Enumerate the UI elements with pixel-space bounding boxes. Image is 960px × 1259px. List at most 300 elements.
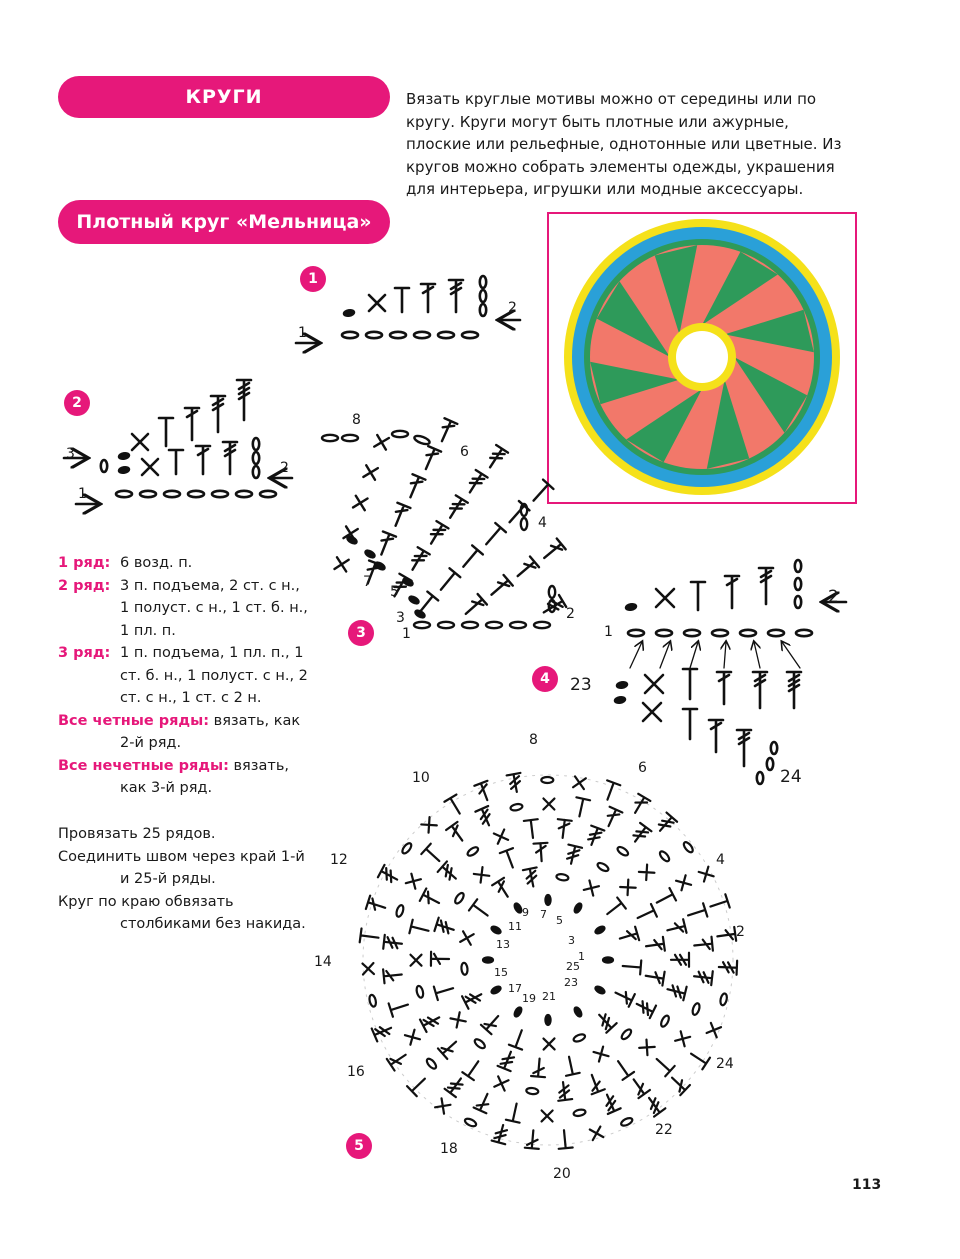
chain-stitch-symbol (480, 290, 486, 302)
double-crochet-symbol (719, 960, 738, 975)
d5-label-6: 6 (638, 760, 647, 776)
stroke (507, 773, 524, 793)
double-crochet-symbol (525, 1130, 540, 1149)
double-crochet-symbol (533, 843, 548, 862)
double-crochet-symbol (635, 904, 657, 924)
d5-label-20: 20 (553, 1166, 571, 1182)
finishing-notes (58, 823, 328, 936)
stroke (542, 1110, 553, 1121)
single-crochet-symbol (405, 1030, 420, 1045)
slip-stitch-symbol (573, 902, 583, 913)
stroke (652, 1054, 675, 1076)
chain-stitch-symbol (480, 304, 486, 316)
stroke (420, 888, 442, 909)
stroke (223, 442, 237, 474)
subsection-title: Плотный круг «Мельница» (76, 211, 372, 233)
chain-stitch-symbol (795, 560, 801, 572)
stroke (656, 589, 674, 607)
d5-label-15: 15 (494, 966, 508, 979)
chain-stitch-symbol (212, 491, 228, 497)
single-crochet-symbol (676, 875, 691, 890)
double-crochet-symbol (431, 952, 449, 966)
double-crochet-symbol (628, 1075, 650, 1098)
chain-stitch-symbol (573, 1109, 586, 1117)
double-crochet-symbol (671, 953, 689, 967)
d5-label-23: 23 (564, 976, 578, 989)
row-2-line: 1 полуст. с н., 1 ст. б. н., (120, 600, 308, 616)
double-crochet-symbol (404, 474, 425, 500)
stroke (395, 288, 409, 312)
slip-stitch-symbol (615, 697, 626, 704)
stroke (374, 435, 389, 450)
stroke (613, 986, 635, 1006)
double-crochet-symbol (528, 480, 553, 506)
even-rows (58, 710, 328, 733)
d4-label-23: 23 (570, 675, 592, 695)
stroke (543, 798, 554, 809)
double-crochet-symbol (169, 450, 183, 474)
stroke (464, 470, 488, 496)
double-crochet-symbol (406, 547, 429, 573)
double-crochet-symbol (694, 937, 713, 953)
stroke (622, 959, 641, 974)
stroke (469, 899, 492, 921)
stroke (666, 982, 687, 1000)
d5-label-4: 4 (716, 852, 725, 868)
double-crochet-symbol (445, 1074, 467, 1097)
double-crochet-symbol (498, 1049, 518, 1071)
stroke (691, 582, 705, 610)
double-crochet-symbol (667, 1073, 690, 1096)
slip-stitch-symbol (513, 1006, 523, 1017)
double-crochet-symbol (686, 903, 707, 922)
stroke (709, 720, 723, 752)
stroke (666, 919, 687, 937)
stroke (425, 521, 448, 547)
stroke (525, 1130, 540, 1149)
chain-stitch-symbol (712, 630, 728, 636)
slip-stitch-symbol (402, 577, 413, 587)
stroke (481, 1011, 503, 1034)
double-crochet-symbol (564, 845, 582, 866)
stroke (693, 969, 712, 985)
stroke (407, 1074, 430, 1097)
row-instructions (58, 552, 328, 800)
stroke (444, 795, 465, 818)
single-crochet-symbol (645, 675, 663, 693)
stroke (787, 672, 801, 708)
row-3-label: 3 ряд: (58, 645, 111, 661)
arrow (690, 642, 698, 668)
double-crochet-symbol (557, 1130, 573, 1149)
stroke (639, 1040, 655, 1056)
double-crochet-symbol (716, 927, 736, 943)
stroke (543, 1038, 554, 1049)
odd-rows-line2: как 3-й ряд. (120, 780, 213, 796)
d2-row-3-label: 3 (66, 446, 75, 462)
double-crochet-symbol (556, 1081, 572, 1101)
double-crochet-symbol (481, 523, 506, 549)
stroke (406, 874, 421, 889)
stroke (474, 867, 489, 882)
d4-label-1: 1 (604, 624, 613, 640)
single-crochet-symbol (594, 1047, 609, 1062)
intro-text: Вязать круглые мотивы можно от середины или по кругу. Круги могут быть плотные или ажурные, плоские или рельефные, однотонные или цветные. Из кругов можно собрать элементы одежды, украшения для интерьера, игрушки или модные аксессуары. (406, 90, 842, 198)
slip-stitch-symbol (626, 604, 637, 611)
double-crochet-symbol (481, 1011, 503, 1034)
diagram-badge-2: 2 (64, 390, 90, 416)
stroke (573, 776, 586, 789)
diagram-badge-5: 5 (346, 1133, 372, 1159)
d4-label-2: 2 (828, 587, 839, 607)
stroke (420, 1011, 442, 1032)
stroke (556, 819, 572, 839)
odd-rows-label: Все нечетные ряды: (58, 757, 229, 774)
chain-stitch-symbol (573, 1033, 586, 1043)
stroke (462, 988, 484, 1009)
double-crochet-symbol (223, 442, 237, 474)
stroke (492, 1123, 510, 1144)
double-crochet-symbol (602, 807, 622, 829)
chain-stitch-symbol (425, 1057, 437, 1070)
double-crochet-symbol (492, 878, 513, 901)
d3-label-7: 7 (363, 574, 372, 590)
slip-stitch-symbol (603, 957, 613, 962)
double-crochet-symbol (435, 568, 460, 594)
note-line: Провязать 25 рядов. (58, 826, 216, 842)
double-crochet-symbol (737, 730, 751, 766)
stroke (404, 474, 425, 500)
double-crochet-symbol (446, 822, 468, 845)
d5-label-13: 13 (496, 938, 510, 951)
d5-label-9: 9 (522, 906, 529, 919)
double-crochet-symbol (513, 556, 539, 581)
double-crochet-symbol (691, 582, 705, 610)
stroke (694, 937, 713, 953)
stroke (419, 446, 441, 472)
single-crochet-symbol (494, 1076, 508, 1090)
single-crochet-symbol (656, 589, 674, 607)
stroke (506, 1102, 524, 1123)
d3-label-5: 5 (390, 584, 399, 600)
slip-stitch-symbol (594, 985, 605, 995)
stroke (620, 880, 636, 896)
stroke (383, 968, 402, 984)
chain-stitch-symbol (656, 630, 672, 636)
double-crochet-symbol (683, 669, 697, 699)
double-crochet-symbol (556, 819, 572, 839)
double-crochet-symbol (643, 1094, 665, 1117)
stroke (475, 806, 495, 828)
chain-stitch-symbol (366, 332, 382, 338)
double-crochet-symbol (211, 396, 225, 432)
stroke (435, 568, 460, 594)
stroke (445, 1074, 467, 1097)
slip-stitch-symbol (545, 1015, 550, 1025)
double-crochet-symbol (409, 920, 430, 938)
arrow (754, 642, 760, 668)
stroke (719, 960, 738, 975)
stroke (334, 557, 348, 571)
stroke (585, 826, 604, 848)
stroke (431, 952, 449, 966)
d1-row-1-label: 1 (298, 325, 307, 341)
note-line: столбиками без накида. (120, 916, 306, 932)
double-crochet-symbol (372, 1021, 394, 1041)
double-crochet-symbol (500, 848, 519, 870)
d5-label-11: 11 (508, 920, 522, 933)
d1-row-2-label: 2 (508, 300, 517, 316)
stroke (717, 672, 731, 704)
double-crochet-symbol (420, 888, 442, 909)
chain-stitch-symbol (466, 846, 479, 858)
d5-label-25: 25 (566, 960, 580, 973)
single-crochet-symbol (620, 880, 636, 896)
stroke (237, 380, 251, 420)
stroke (634, 998, 656, 1019)
diagram-2 (64, 380, 292, 504)
double-crochet-symbol (645, 969, 665, 986)
d5-label-18: 18 (440, 1141, 458, 1157)
arrow (724, 642, 726, 668)
single-crochet-symbol (573, 776, 586, 789)
stroke (436, 418, 458, 444)
double-crochet-symbol (594, 1010, 617, 1033)
stroke (435, 1098, 450, 1113)
chain-stitch-symbol (253, 452, 259, 464)
chain-stitch-symbol (413, 434, 430, 445)
d5-label-16: 16 (347, 1064, 365, 1080)
stroke (360, 928, 380, 944)
double-crochet-symbol (492, 1123, 510, 1144)
stroke (683, 709, 697, 739)
slip-stitch-symbol (408, 595, 419, 605)
double-crochet-symbol (421, 844, 444, 866)
stroke (211, 396, 225, 432)
double-crochet-symbol (375, 531, 396, 557)
double-crochet-symbol (612, 1057, 634, 1080)
odd-rows-text: вязать, (228, 757, 289, 774)
stroke (639, 865, 655, 881)
chain-stitch-symbol (416, 985, 425, 998)
stroke (387, 1049, 410, 1071)
double-crochet-symbol (462, 988, 484, 1009)
single-crochet-symbol (334, 557, 348, 571)
single-crochet-symbol (406, 874, 421, 889)
stroke (383, 935, 402, 951)
stroke (484, 445, 508, 471)
row-1-text: 6 возд. п. (120, 555, 193, 571)
double-crochet-symbol (709, 720, 723, 752)
stroke (406, 547, 429, 573)
row-2-label: 2 ряд: (58, 577, 111, 594)
chain-stitch-symbol (322, 435, 338, 441)
d5-label-24: 24 (716, 1056, 734, 1072)
double-crochet-symbol (523, 867, 540, 887)
row-1-label: 1 ряд: (58, 555, 111, 571)
stroke (628, 1075, 650, 1098)
chain-stitch-symbol (260, 491, 276, 497)
chain-stitch-symbol (253, 438, 259, 450)
chain-stitch-symbol (628, 630, 644, 636)
stroke (438, 861, 461, 883)
single-crochet-symbol (675, 1031, 690, 1046)
d3-label-2: 2 (566, 606, 575, 622)
chain-stitch-symbol (620, 1117, 633, 1128)
double-crochet-symbol (683, 709, 697, 739)
stroke (409, 920, 430, 938)
d5-label-17: 17 (508, 982, 522, 995)
double-crochet-symbol (395, 288, 409, 312)
double-crochet-symbol (196, 446, 210, 474)
stroke (421, 284, 435, 312)
stroke (169, 450, 183, 474)
double-crochet-symbol (524, 819, 540, 839)
chain-stitch-symbol (596, 861, 609, 872)
chain-stitch-symbol (480, 276, 486, 288)
d3-label-4: 4 (538, 515, 547, 531)
chain-stitch-symbol (616, 845, 629, 857)
diagram-badge-4: 4 (532, 666, 558, 692)
stroke (451, 1012, 466, 1027)
stroke (362, 963, 374, 975)
chain-stitch-symbol (684, 630, 700, 636)
stroke (686, 903, 707, 922)
note-line: Соединить швом через край 1-й (58, 848, 305, 865)
single-crochet-symbol (494, 830, 508, 844)
d5-label-3: 3 (568, 934, 575, 947)
double-crochet-symbol (383, 968, 402, 984)
slip-stitch-symbol (594, 925, 605, 935)
chain-stitch-symbol (414, 332, 430, 338)
diagram-4 (615, 560, 846, 784)
double-crochet-symbol (360, 928, 380, 944)
chain-stitch-symbol (342, 435, 358, 441)
d5-label-12: 12 (330, 852, 348, 868)
stroke (594, 1010, 617, 1033)
stroke (523, 867, 540, 887)
d5-label-2: 2 (736, 924, 745, 940)
double-crochet-symbol (601, 1092, 621, 1114)
double-crochet-symbol (753, 672, 767, 708)
stroke (643, 703, 661, 721)
chain-stitch-symbol (342, 332, 358, 338)
double-crochet-symbol (475, 806, 495, 828)
arrow (782, 642, 800, 668)
stroke (737, 730, 751, 766)
single-crochet-symbol (374, 435, 389, 450)
stroke (474, 781, 493, 803)
d5-label-5: 5 (556, 914, 563, 927)
row-2-line: 1 пл. п. (120, 622, 176, 639)
stroke (389, 503, 410, 529)
double-crochet-symbol (389, 503, 410, 529)
chain-stitch-symbol (164, 491, 180, 497)
stroke (444, 495, 467, 521)
d4-label-24: 24 (780, 767, 802, 787)
stroke (585, 1072, 604, 1094)
d3-label-6: 6 (460, 444, 469, 460)
slip-stitch-symbol (344, 310, 355, 317)
stroke (446, 822, 468, 845)
double-crochet-symbol (787, 672, 801, 708)
chain-stitch-symbol (236, 491, 252, 497)
stroke (594, 1047, 609, 1062)
stroke (528, 480, 553, 506)
stroke (687, 1048, 710, 1070)
stroke (366, 896, 387, 915)
stroke (462, 1057, 484, 1080)
stroke (494, 830, 508, 844)
double-crochet-symbol (366, 896, 387, 915)
stroke (378, 865, 400, 886)
double-crochet-symbol (444, 495, 467, 521)
stroke (196, 446, 210, 474)
double-crochet-symbol (509, 1028, 528, 1050)
single-crochet-symbol (542, 1110, 553, 1121)
single-crochet-symbol (639, 1040, 655, 1056)
chain-stitch-symbol (658, 850, 670, 863)
single-crochet-symbol (543, 798, 554, 809)
single-crochet-symbol (353, 496, 367, 510)
stroke (573, 797, 591, 818)
stroke (645, 675, 663, 693)
stroke (142, 459, 158, 475)
double-crochet-symbol (629, 823, 651, 846)
stroke (540, 539, 566, 564)
chain-stitch-symbol (768, 630, 784, 636)
double-crochet-symbol (603, 898, 626, 920)
slip-stitch-symbol (490, 985, 501, 995)
stroke (629, 794, 650, 817)
slip-stitch-symbol (573, 1006, 583, 1017)
chain-stitch-symbol (740, 630, 756, 636)
chain-stitch-symbol (486, 622, 502, 628)
slip-stitch-symbol (545, 895, 550, 905)
stroke (683, 669, 697, 699)
stroke (498, 1049, 518, 1071)
chain-stitch-symbol (461, 963, 468, 976)
stroke (676, 875, 691, 890)
stroke (494, 1076, 508, 1090)
even-rows-text: вязать, как (209, 712, 301, 729)
single-crochet-symbol (451, 1012, 466, 1027)
stroke (671, 953, 689, 967)
double-crochet-symbol (613, 986, 635, 1006)
d5-label-8: 8 (529, 732, 538, 748)
double-crochet-symbol (425, 521, 448, 547)
diagram-5 (360, 773, 737, 1149)
d5-label-1: 1 (578, 950, 585, 963)
double-crochet-symbol (387, 1049, 410, 1071)
row-1 (58, 552, 328, 575)
slip-stitch-symbol (490, 925, 501, 935)
double-crochet-symbol (540, 539, 566, 564)
stroke (753, 672, 767, 708)
diagram-3 (322, 418, 566, 628)
chain-stitch-symbol (401, 842, 413, 855)
even-rows-label: Все четные ряды: (58, 712, 210, 729)
page-number: 113 (852, 1177, 882, 1193)
stroke (509, 1028, 528, 1050)
stroke (372, 1021, 394, 1041)
single-crochet-symbol (639, 865, 655, 881)
d3-label-3: 3 (396, 610, 405, 626)
double-crochet-symbol (474, 781, 493, 803)
single-crochet-symbol (363, 465, 378, 480)
stroke (602, 807, 622, 829)
diagram-badge-1: 1 (300, 266, 326, 292)
